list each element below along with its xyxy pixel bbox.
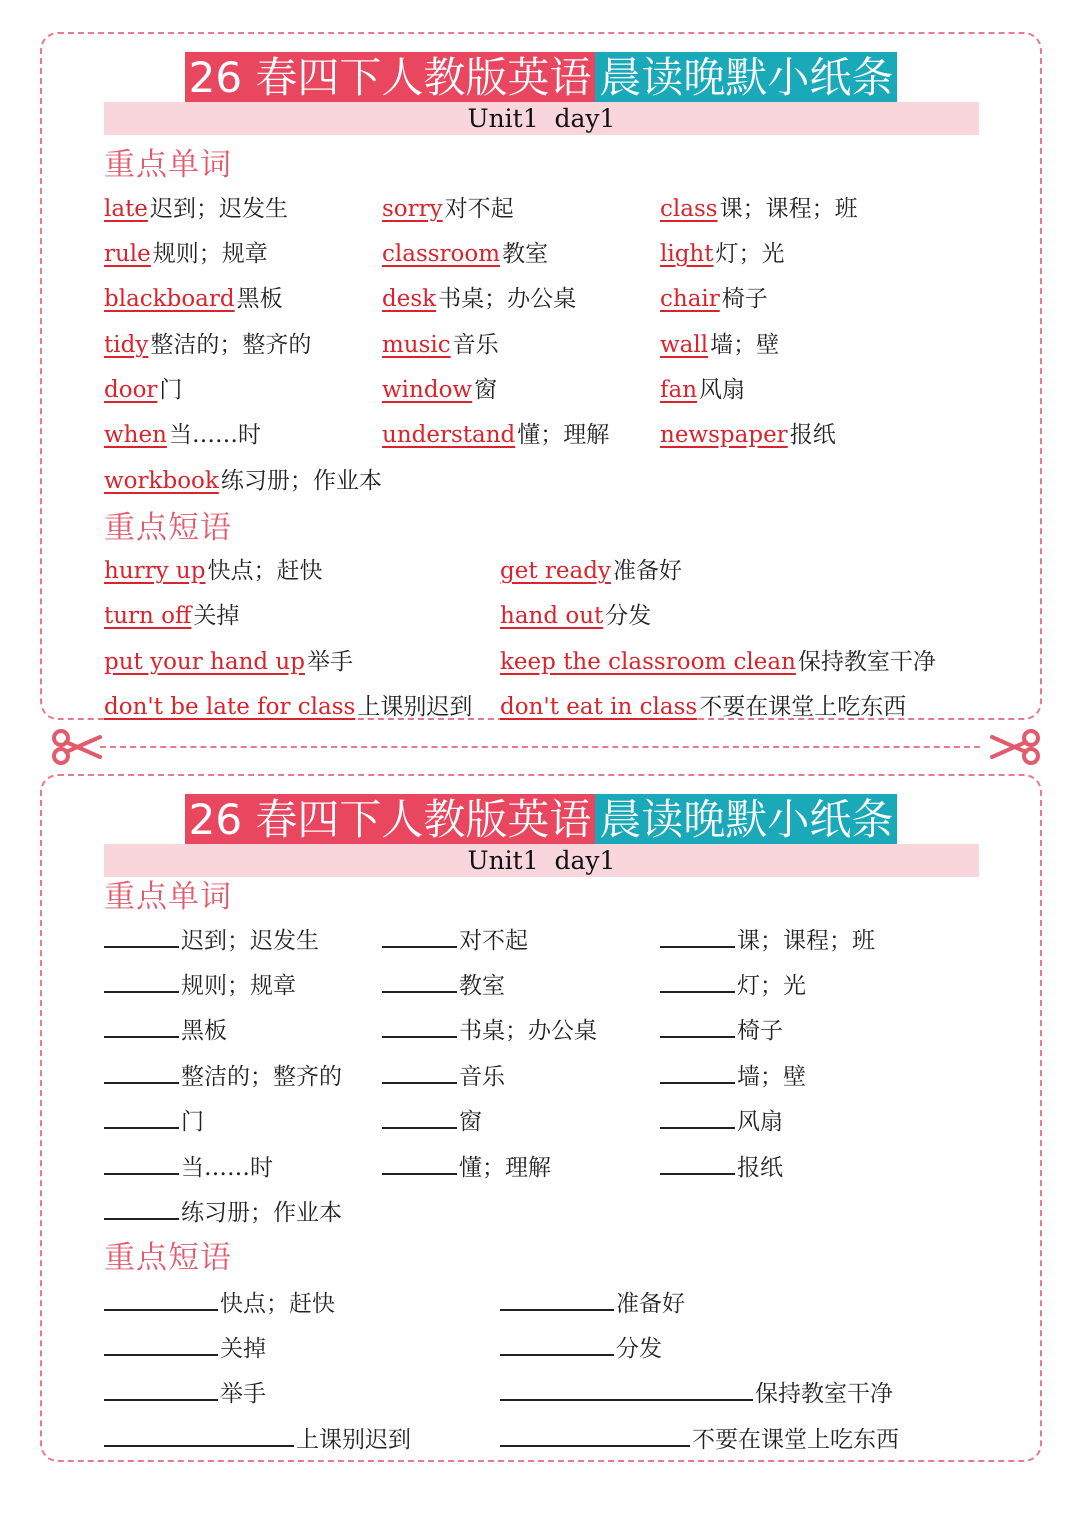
page-title: [42, 52, 1040, 104]
word-cn: 对不起: [459, 928, 528, 954]
word-cn: 课；课程；班: [719, 196, 858, 222]
word-cn: 音乐: [459, 1064, 505, 1090]
word-item: [382, 420, 609, 450]
answer-blank[interactable]: [382, 1060, 457, 1084]
word-cn: 风扇: [737, 1109, 783, 1135]
word-en: fan: [660, 377, 698, 403]
word-item: [660, 239, 785, 269]
phrase-item: [500, 692, 906, 722]
word-item: [382, 284, 576, 314]
phrase-cn: 上课别迟到: [357, 694, 473, 720]
word-item: [382, 239, 548, 269]
word-en: music: [382, 332, 451, 358]
practice-card: [40, 774, 1042, 1462]
phrase-item: [500, 647, 936, 677]
phrase-cn: 不要在课堂上吃东西: [699, 694, 907, 720]
word-blank-item: [660, 1060, 806, 1092]
word-en: rule: [104, 241, 151, 267]
answer-blank[interactable]: [104, 924, 179, 948]
word-cn: 门: [159, 377, 183, 403]
word-en: light: [660, 241, 714, 267]
phrase-cn: 举手: [306, 649, 353, 675]
phrase-en: get ready: [500, 558, 611, 584]
scissors-icon: [50, 727, 102, 767]
word-cn: 练习册；作业本: [181, 1200, 342, 1226]
phrase-blank-item: [500, 1423, 899, 1455]
word-cn: 窗: [459, 1109, 482, 1135]
word-item: [104, 239, 268, 269]
phrase-blank-item: [104, 1423, 411, 1455]
word-item: [104, 375, 182, 405]
word-cn: 迟到；迟发生: [181, 928, 319, 954]
phrase-blank-item: [104, 1332, 266, 1364]
word-cn: 灯；光: [715, 241, 785, 267]
word-cn: 书桌；办公桌: [438, 286, 577, 312]
answer-blank[interactable]: [500, 1332, 614, 1356]
phrase-cn: 准备好: [612, 558, 682, 584]
word-cn: 窗: [474, 377, 498, 403]
word-cn: 风扇: [699, 377, 746, 403]
answer-blank[interactable]: [660, 1151, 735, 1175]
word-en: sorry: [382, 196, 443, 222]
word-item: [382, 375, 497, 405]
scissors-icon: [990, 727, 1042, 767]
phrase-en: hand out: [500, 603, 604, 629]
answer-blank[interactable]: [104, 1196, 179, 1220]
word-cn: 当……时: [168, 422, 261, 448]
words-heading: 重点单词: [104, 879, 232, 915]
word-blank-item: [382, 924, 528, 956]
phrase-cn: 快点；赶快: [220, 1291, 335, 1317]
word-cn: 迟到；迟发生: [149, 196, 288, 222]
answer-blank[interactable]: [382, 1105, 457, 1129]
word-item: [104, 284, 283, 314]
phrase-blank-item: [104, 1287, 335, 1319]
word-item: [660, 420, 836, 450]
word-blank-item: [660, 1151, 783, 1183]
word-en: tidy: [104, 332, 149, 358]
phrases-heading: 重点短语: [104, 1240, 232, 1276]
phrase-blank-item: [500, 1377, 893, 1409]
answer-blank[interactable]: [104, 1377, 218, 1401]
phrase-item: [104, 647, 353, 677]
title-part-2: 晨读晚默小纸条: [595, 794, 897, 846]
phrase-cn: 快点；赶快: [207, 558, 323, 584]
word-cn: 报纸: [789, 422, 836, 448]
phrase-cn: 准备好: [616, 1291, 685, 1317]
answer-card: [40, 32, 1042, 720]
word-blank-item: [660, 969, 806, 1001]
word-blank-item: [382, 1151, 551, 1183]
word-item: [104, 420, 261, 450]
phrase-cn: 不要在课堂上吃东西: [692, 1427, 899, 1453]
word-cn: 椅子: [737, 1018, 783, 1044]
word-cn: 规则；规章: [152, 241, 268, 267]
phrase-item: [500, 601, 651, 631]
answer-blank[interactable]: [660, 1014, 735, 1038]
word-cn: 门: [181, 1109, 204, 1135]
answer-blank[interactable]: [104, 1287, 218, 1311]
answer-blank[interactable]: [382, 924, 457, 948]
word-en: door: [104, 377, 158, 403]
phrase-en: don't eat in class: [500, 694, 698, 720]
word-cn: 教室: [459, 973, 505, 999]
phrase-cn: 分发: [616, 1336, 662, 1362]
cut-line: [100, 746, 980, 748]
answer-blank[interactable]: [104, 1332, 218, 1356]
word-cn: 墙；壁: [710, 332, 780, 358]
word-item: [660, 284, 768, 314]
word-en: wall: [660, 332, 709, 358]
answer-blank[interactable]: [660, 924, 735, 948]
answer-blank[interactable]: [104, 1423, 294, 1447]
phrase-cn: 关掉: [193, 603, 240, 629]
answer-blank[interactable]: [382, 1151, 457, 1175]
phrase-item: [104, 556, 322, 586]
word-item: [382, 194, 514, 224]
word-en: when: [104, 422, 167, 448]
word-item: [660, 375, 745, 405]
unit-label: Unit1 day1: [104, 102, 979, 135]
word-item: [104, 466, 382, 496]
answer-blank[interactable]: [660, 969, 735, 993]
word-cn: 对不起: [444, 196, 514, 222]
word-item: [660, 194, 858, 224]
phrase-en: turn off: [104, 603, 192, 629]
word-cn: 教室: [502, 241, 549, 267]
phrase-en: don't be late for class: [104, 694, 356, 720]
phrase-cn: 举手: [220, 1381, 266, 1407]
title-part-1: 26 春四下人教版英语: [185, 794, 596, 846]
word-cn: 墙；壁: [737, 1064, 806, 1090]
word-en: late: [104, 196, 148, 222]
word-cn: 黑板: [236, 286, 283, 312]
word-item: [104, 330, 311, 360]
answer-blank[interactable]: [104, 969, 179, 993]
phrase-item: [104, 692, 472, 722]
word-cn: 报纸: [737, 1155, 783, 1181]
title-part-1: 26 春四下人教版英语: [185, 52, 596, 104]
phrase-cn: 保持教室干净: [755, 1381, 893, 1407]
answer-blank[interactable]: [500, 1287, 614, 1311]
word-en: chair: [660, 286, 720, 312]
phrase-blank-item: [500, 1287, 685, 1319]
word-en: classroom: [382, 241, 501, 267]
word-blank-item: [660, 1014, 783, 1046]
word-cn: 懂；理解: [517, 422, 610, 448]
word-blank-item: [104, 969, 296, 1001]
word-cn: 椅子: [721, 286, 768, 312]
word-blank-item: [104, 1151, 273, 1183]
word-cn: 懂；理解: [459, 1155, 551, 1181]
phrase-blank-item: [104, 1377, 266, 1409]
word-en: blackboard: [104, 286, 235, 312]
word-cn: 当……时: [181, 1155, 273, 1181]
answer-blank[interactable]: [500, 1423, 690, 1447]
answer-blank[interactable]: [500, 1377, 753, 1401]
phrase-item: [500, 556, 682, 586]
answer-blank[interactable]: [382, 969, 457, 993]
word-blank-item: [104, 1196, 342, 1228]
word-en: class: [660, 196, 718, 222]
answer-blank[interactable]: [660, 1105, 735, 1129]
answer-blank[interactable]: [104, 1060, 179, 1084]
phrase-item: [104, 601, 239, 631]
phrase-cn: 分发: [605, 603, 652, 629]
word-item: [382, 330, 499, 360]
word-cn: 灯；光: [737, 973, 806, 999]
phrase-cn: 上课别迟到: [296, 1427, 411, 1453]
word-item: [104, 194, 288, 224]
phrase-en: keep the classroom clean: [500, 649, 796, 675]
page-title: [42, 794, 1040, 846]
word-blank-item: [382, 969, 505, 1001]
word-en: newspaper: [660, 422, 788, 448]
title-part-2: 晨读晚默小纸条: [595, 52, 897, 104]
word-en: desk: [382, 286, 437, 312]
phrase-en: put your hand up: [104, 649, 305, 675]
word-blank-item: [104, 1105, 204, 1137]
word-blank-item: [660, 1105, 783, 1137]
word-cn: 音乐: [452, 332, 499, 358]
word-blank-item: [382, 1105, 482, 1137]
answer-blank[interactable]: [660, 1060, 735, 1084]
phrase-en: hurry up: [104, 558, 206, 584]
answer-blank[interactable]: [104, 1014, 179, 1038]
answer-blank[interactable]: [104, 1105, 179, 1129]
word-cn: 练习册；作业本: [220, 468, 382, 494]
word-cn: 整洁的；整齐的: [150, 332, 312, 358]
word-cn: 规则；规章: [181, 973, 296, 999]
word-en: understand: [382, 422, 516, 448]
unit-label: Unit1 day1: [104, 844, 979, 877]
word-cn: 课；课程；班: [737, 928, 875, 954]
word-blank-item: [382, 1014, 597, 1046]
phrase-blank-item: [500, 1332, 662, 1364]
word-blank-item: [104, 1014, 227, 1046]
word-cn: 整洁的；整齐的: [181, 1064, 342, 1090]
words-heading: 重点单词: [104, 147, 232, 183]
answer-blank[interactable]: [104, 1151, 179, 1175]
phrase-cn: 保持教室干净: [797, 649, 936, 675]
phrase-cn: 关掉: [220, 1336, 266, 1362]
word-item: [660, 330, 779, 360]
word-blank-item: [104, 924, 319, 956]
answer-blank[interactable]: [382, 1014, 457, 1038]
word-cn: 书桌；办公桌: [459, 1018, 597, 1044]
phrases-heading: 重点短语: [104, 510, 232, 546]
word-cn: 黑板: [181, 1018, 227, 1044]
word-blank-item: [660, 924, 875, 956]
word-en: workbook: [104, 468, 219, 494]
word-blank-item: [382, 1060, 505, 1092]
word-blank-item: [104, 1060, 342, 1092]
word-en: window: [382, 377, 473, 403]
